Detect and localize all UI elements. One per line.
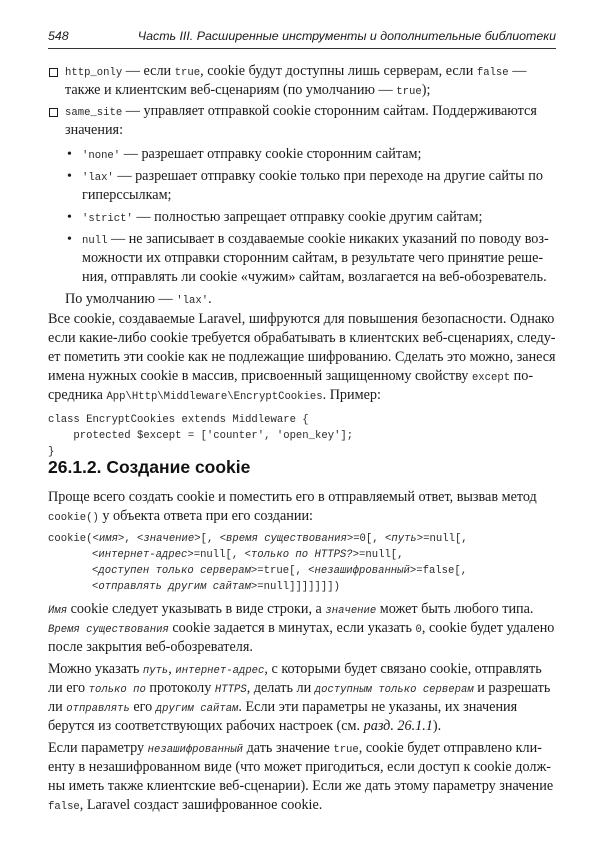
section-reference: разд. 26.1.1 [363,718,433,734]
para-unenc-line-1: Если параметру незашифрованный дать значение true, cookie будет отправлено кли- [48,740,542,756]
page-number: 548 [48,29,69,43]
para-path-line-3: ли отправлять его другим сайтам. Если эти параметры не указаны, их значения [48,699,518,715]
para-encrypt-line-5: средника App\Http\Middleware\EncryptCookies. Пример: [48,387,381,403]
bullet-icon: • [67,232,72,247]
bullet-strict: 'strict' — полностью запрещает отправку cookie другим сайтам; [82,209,483,225]
bullet-null-line-2: можности их отправки сторонним сайтам, в результате чего принятие реше- [82,250,544,266]
bullet-null-line-3: ния, отправлять ли cookie «чужим» сайтам, возлагается на веб-обозреватель. [82,269,547,285]
option-same-site-line-1: same_site — управляет отправкой cookie сторонним сайтам. Поддерживаются [65,103,537,119]
signature-line-1: cookie(<имя>, <значение>[, <время существования>=0[, <путь>=null[, [48,533,468,545]
code-line: protected $except = ['counter', 'open_key']; [48,430,354,442]
signature-line-3: <доступен только серверам>=true[, <незашифрованный>=false[, [92,565,468,577]
code-line: } [48,446,55,458]
checkbox-icon [49,108,58,117]
para-name-line-2: Время существования cookie задается в минутах, если указать 0, cookie будет удалено [48,620,555,636]
para-name-line-1: Имя cookie следует указывать в виде строки, а значение может быть любого типа. [48,601,534,617]
page-header [48,29,556,47]
para-encrypt-line-3: ет пометить эти cookie как не подлежащие шифрованию. Сделать это можно, занеся [48,349,556,365]
bullet-lax-line-2: гиперссылкам; [82,187,172,203]
option-same-site-line-2: значения: [65,122,124,138]
bullet-none: 'none' — разрешает отправку cookie сторонним сайтам; [82,146,422,162]
default-line: По умолчанию — 'lax'. [65,291,212,307]
bullet-icon: • [67,210,72,225]
bullet-icon: • [67,169,72,184]
para-create-line-1: Проще всего создать cookie и поместить его в отправляемый ответ, вызвав метод [48,489,537,505]
para-unenc-line-3: ны иметь также клиентские веб-сценарии). Если же дать этому параметру значение [48,778,554,794]
para-path-line-4: берутся из соответствующих рабочих настроек (см. разд. 26.1.1). [48,718,442,734]
para-unenc-line-2: енту в незашифрованном виде (что может пригодиться, если доступ к cookie долж- [48,759,551,775]
header-rule [48,48,556,49]
code-line: class EncryptCookies extends Middleware { [48,414,309,426]
para-path-line-1: Можно указать путь, интернет-адрес, с которыми будет связано cookie, отправлять [48,661,542,677]
checkbox-icon [49,68,58,77]
para-unenc-line-4: false, Laravel создаст зашифрованное cookie. [48,797,323,813]
bullet-icon: • [67,147,72,162]
para-create-line-2: cookie() у объекта ответа при его создании: [48,508,314,524]
signature-line-2: <интернет-адрес>=null[, <только по HTTPS?>=null[, [92,549,404,561]
bullet-lax-line-1: 'lax' — разрешает отправку cookie только при переходе на другие сайты по [82,168,543,184]
para-path-line-2: ли его только по протоколу HTTPS, делать ли доступным только серверам и разрешать [48,680,551,696]
bullet-null-line-1: null — не записывает в создаваемые cookie никаких указаний по поводу воз- [82,231,549,247]
option-http-only-line-2: также и клиентским веб-сценариям (по умолчанию — true); [65,82,431,98]
para-encrypt-line-2: если какие-либо cookie требуется обрабатывать в клиентских веб-сценариях, следу- [48,330,556,346]
para-encrypt-line-4: имена нужных cookie в массив, присвоенный защищенному свойству except по- [48,368,534,384]
para-name-line-3: после закрытия веб-обозревателя. [48,639,253,655]
para-encrypt-line-1: Все cookie, создаваемые Laravel, шифруются для повышения безопасности. Однако [48,311,555,327]
signature-line-4: <отправлять другим сайтам>=null]]]]]]]) [92,581,340,593]
option-http-only-line-1: http_only — если true, cookie будут доступны лишь серверам, если false — [65,63,527,79]
section-heading: 26.1.2. Создание cookie [48,457,251,477]
running-title: Часть III. Расширенные инструменты и дополнительные библиотеки [137,29,556,43]
